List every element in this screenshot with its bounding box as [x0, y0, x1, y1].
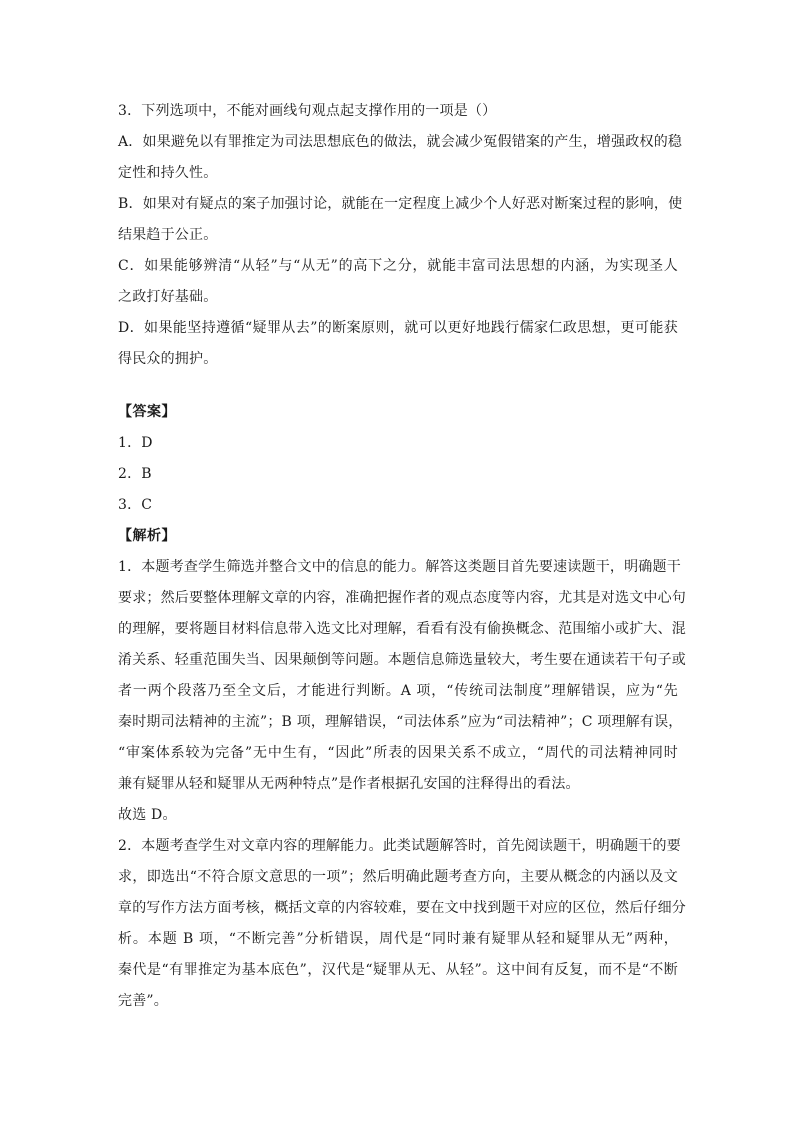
analysis-1-line-6: 秦时期司法精神的主流”；B 项，理解错误，“司法体系”应为“司法精神”；C 项理解有误， [118, 714, 683, 730]
analysis-1-line-3: 的理解，要将题目材料信息带入选文比对理解，看看有没有偷换概念、范围缩小或扩大、混 [118, 621, 686, 637]
analysis-1-line-4: 淆关系、轻重范围失当、因果颠倒等问题。本题信息筛选量较大，考生要在通读若干句子或 [118, 652, 686, 668]
option-c-line-2: 之政打好基础。 [118, 289, 218, 305]
option-d-line-1: D．如果能坚持遵循“疑罪从去”的断案原则，就可以更好地践行儒家仁政思想，更可能获 [118, 320, 678, 336]
analysis-2-line-4: 析。本题 B 项，“不断完善”分析错误，周代是“同时兼有疑罪从轻和疑罪从无”两种， [118, 931, 678, 947]
spacer [118, 375, 678, 397]
analysis-2-line-1: 2．本题考查学生对文章内容的理解能力。此类试题解答时，首先阅读题干，明确题干的要 [118, 838, 681, 854]
analysis-heading: 【解析】 [118, 528, 176, 544]
analysis-1-line-8: 兼有疑罪从轻和疑罪从无两种特点”是作者根据孔安国的注释得出的看法。 [118, 776, 580, 792]
question-3 [118, 96, 683, 375]
analysis-1-line-1: 1．本题考查学生筛选并整合文中的信息的能力。解答这类题目首先要速读题干，明确题干 [118, 559, 681, 575]
option-a-line-1: A．如果避免以有罪推定为司法思想底色的做法，就会减少冤假错案的产生，增强政权的稳 [118, 134, 683, 150]
analysis-2-line-3: 章的写作方法方面考核，概括文章的内容较难，要在文中找到题干对应的区位，然后仔细分 [118, 900, 686, 916]
answer-heading: 【答案】 [118, 404, 176, 420]
analysis-2-line-6: 完善”。 [118, 993, 168, 1009]
analysis-1-line-2: 要求；然后要整体理解文章的内容，准确把握作者的观点态度等内容，尤其是对选文中心句 [118, 590, 686, 606]
answer-item-1: 1．D [118, 435, 153, 451]
analysis-2-line-5: 秦代是“有罪推定为基本底色”，汉代是“疑罪从无、从轻”。这中间有反复，而不是“不断 [118, 962, 678, 978]
answer-item-3: 3．C [118, 497, 153, 513]
option-b-line-2: 结果趋于公正。 [118, 227, 218, 243]
answer-item-2: 2．B [118, 466, 152, 482]
answer-section [118, 397, 678, 521]
analysis-section [118, 521, 686, 1017]
option-d-line-2: 得民众的拥护。 [118, 351, 218, 367]
option-c-line-1: C．如果能够辨清“从轻”与“从无”的高下之分，就能丰富司法思想的内涵，为实现圣人 [118, 258, 678, 274]
analysis-1-line-5: 者一两个段落乃至全文后，才能进行判断。A 项，“传统司法制度”理解错误，应为“先 [118, 683, 678, 699]
option-b-line-1: B．如果对有疑点的案子加强讨论，就能在一定程度上减少个人好恶对断案过程的影响，使 [118, 196, 683, 212]
document-page [118, 96, 686, 1017]
analysis-1-conclusion: 故选 D。 [118, 807, 177, 823]
option-a-line-2: 定性和持久性。 [118, 165, 218, 181]
analysis-2-line-2: 求，即选出“不符合原文意思的一项”；然后明确此题考查方向，主要从概念的内涵以及文 [118, 869, 678, 885]
analysis-1-line-7: “审案体系较为完备”无中生有，“因此”所表的因果关系不成立，“周代的司法精神同时 [118, 745, 678, 761]
question-3-stem: 3．下列选项中，不能对画线句观点起支撑作用的一项是（） [118, 103, 497, 119]
